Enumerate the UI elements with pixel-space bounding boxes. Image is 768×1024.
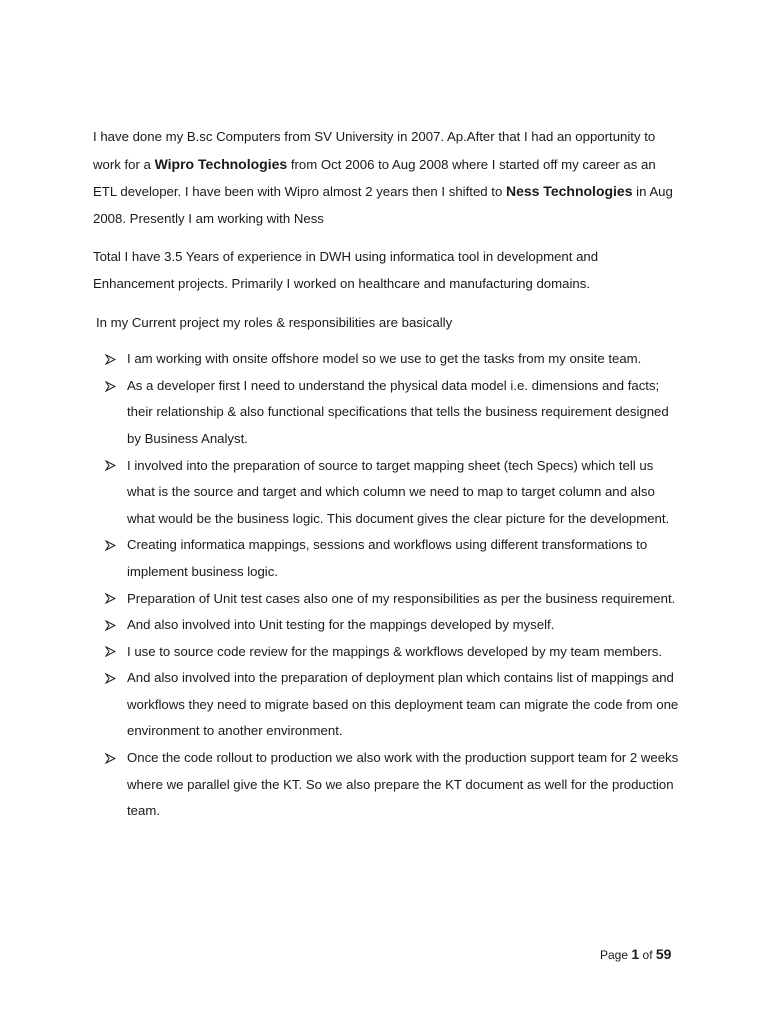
- arrowhead-bullet-icon: [105, 346, 119, 373]
- list-item: [93, 586, 683, 613]
- intro-text-3: in Aug 2008. Presently I am working with Ness: [93, 184, 673, 226]
- list-item: [93, 346, 683, 373]
- page-label: Page: [600, 948, 629, 962]
- list-item-text: As a developer first I need to understand the physical data model i.e. dimensions and facts; their relationship & also functional specifications that tells the business requirement designed by Business Analyst.: [127, 377, 669, 446]
- arrowhead-bullet-icon: [105, 586, 119, 613]
- list-item-text: I am working with onsite offshore model so we use to get the tasks from my onsite team.: [127, 351, 642, 367]
- page-number-footer: [600, 944, 671, 965]
- list-item-text: And also involved into the preparation of deployment plan which contains list of mappings and workflows they need to migrate based on this deployment team can migrate the code from one environment to another environment.: [127, 670, 679, 739]
- list-item-text: I use to source code review for the mappings & workflows developed by my team members.: [127, 643, 663, 659]
- intro-text-1: I have done my B.sc Computers from SV University in 2007. Ap.After that I had an opportunity to work for a: [93, 129, 656, 172]
- arrowhead-bullet-icon: [105, 373, 119, 400]
- current-page-number: 1: [631, 946, 640, 962]
- intro-paragraph: [93, 124, 683, 232]
- intro-text-2: from Oct 2006 to Aug 2008 where I started off my career as an ETL developer. I have been with Wipro almost 2 years then I shifted to: [93, 156, 656, 200]
- company-name-wipro: Wipro Technologies: [154, 155, 288, 172]
- arrowhead-bullet-icon: [105, 745, 119, 772]
- list-item: [93, 639, 683, 666]
- arrowhead-bullet-icon: [105, 532, 119, 559]
- of-label: of: [642, 948, 653, 962]
- arrowhead-bullet-icon: [105, 639, 119, 666]
- list-item: [93, 612, 683, 639]
- arrowhead-bullet-icon: [105, 612, 119, 639]
- list-item: [93, 453, 683, 533]
- list-item: [93, 665, 683, 745]
- total-pages-number: 59: [655, 946, 672, 962]
- arrowhead-bullet-icon: [105, 665, 119, 692]
- list-item-text: Preparation of Unit test cases also one of my responsibilities as per the business requirement.: [127, 590, 676, 606]
- list-item-text: Creating informatica mappings, sessions and workflows using different transformations to implement business logic.: [127, 537, 648, 579]
- list-item: [93, 532, 683, 585]
- list-item-text: I involved into the preparation of source to target mapping sheet (tech Specs) which tell us what is the source and target and which column we need to map to target column and also what would be the business logic. This document gives the clear picture for the development.: [127, 457, 670, 526]
- list-item-text: Once the code rollout to production we also work with the production support team for 2 weeks where we parallel give the KT. So we also prepare the KT document as well for the production team.: [127, 750, 679, 819]
- experience-paragraph: Total I have 3.5 Years of experience in DWH using informatica tool in development and Enhancement projects. Primarily I worked on healthcare and manufacturing domains.: [93, 249, 599, 291]
- list-item: [93, 373, 683, 453]
- arrowhead-bullet-icon: [105, 453, 119, 480]
- company-name-ness: Ness Technologies: [505, 183, 633, 200]
- document-body: [93, 124, 683, 825]
- list-item-text: And also involved into Unit testing for the mappings developed by myself.: [127, 617, 555, 633]
- responsibilities-list: [93, 346, 683, 825]
- list-item: [93, 745, 683, 825]
- roles-heading: In my Current project my roles & responsibilities are basically: [96, 314, 453, 330]
